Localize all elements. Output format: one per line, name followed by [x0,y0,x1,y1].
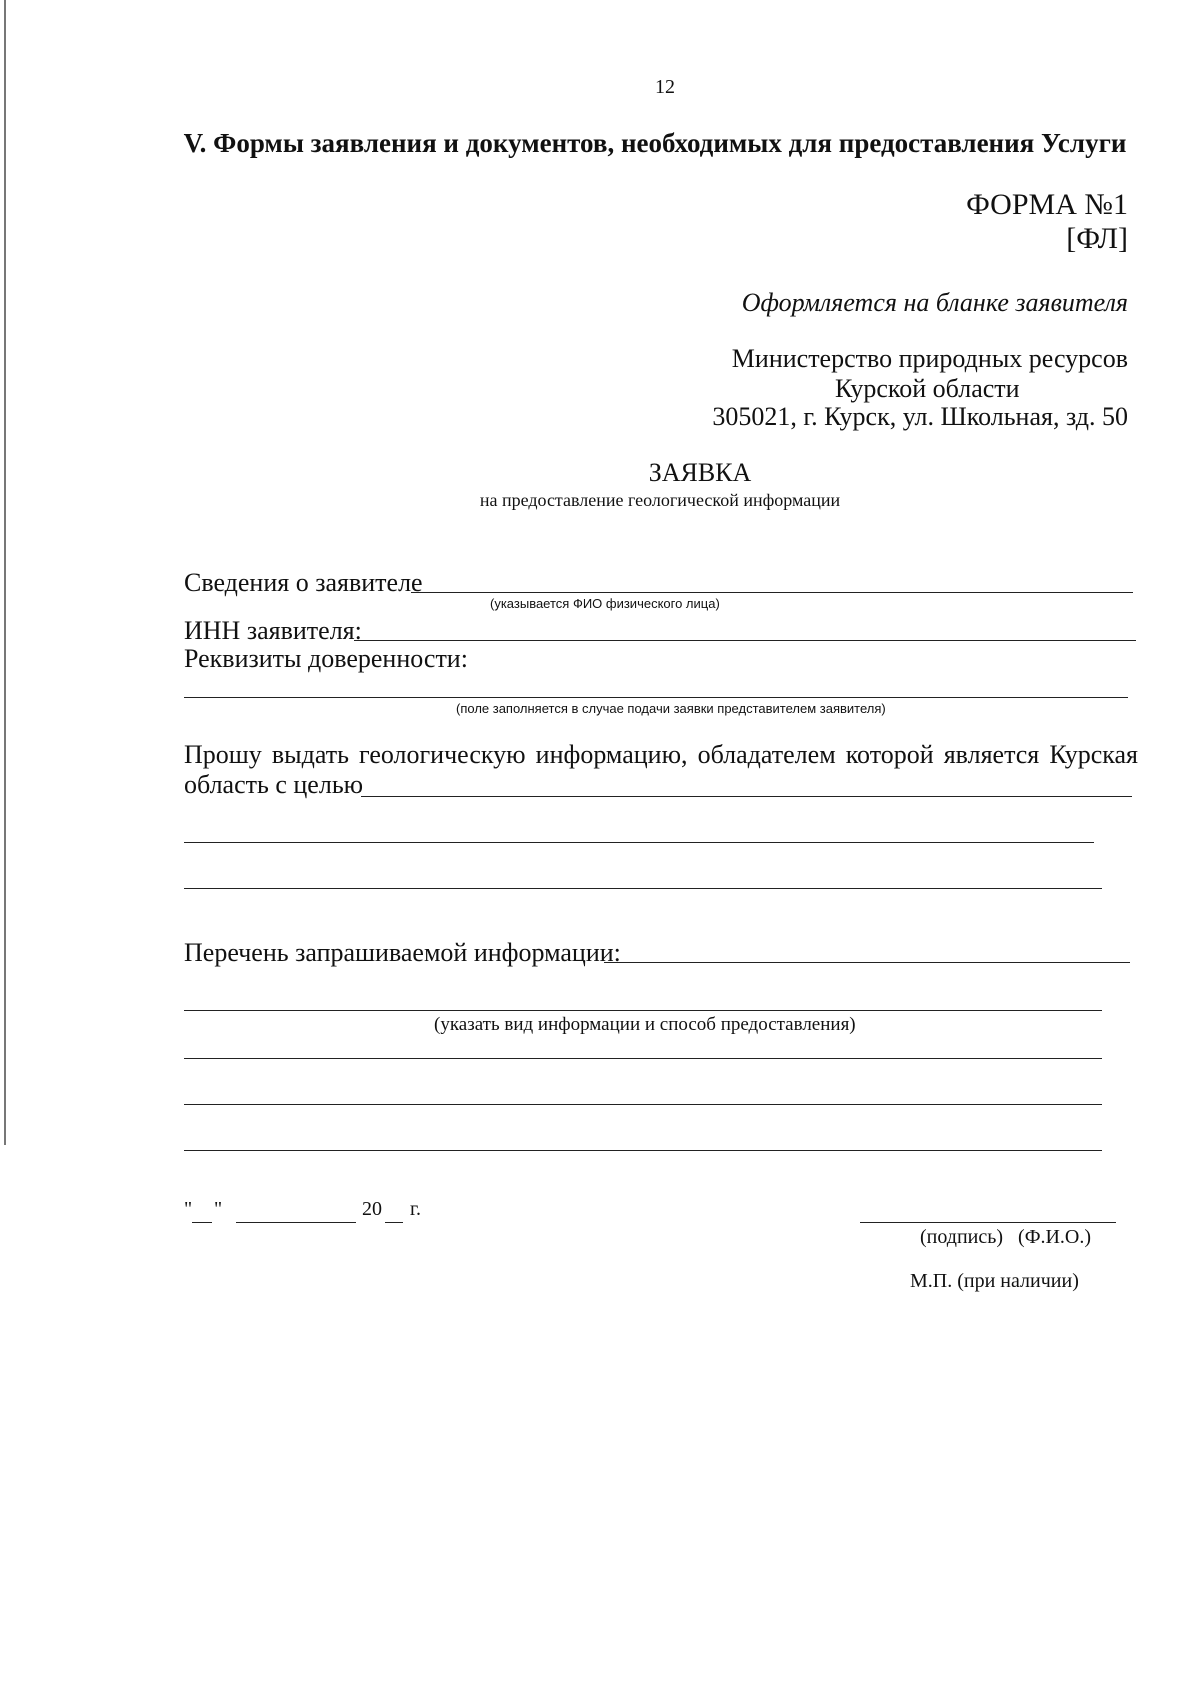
info-list-field[interactable] [604,962,1130,963]
letterhead-note: Оформляется на бланке заявителя [741,288,1128,317]
doc-title: ЗАЯВКА [648,458,752,487]
recipient-line1: Министерство природных ресурсов [731,344,1128,373]
applicant-field[interactable] [411,592,1133,593]
scan-edge-line [4,0,6,1145]
inn-field[interactable] [354,640,1136,641]
page-number: 12 [655,76,675,98]
info-line-1[interactable] [184,1010,1102,1011]
applicant-hint: (указывается ФИО физического лица) [490,596,720,611]
form-code: [ФЛ] [1066,222,1128,255]
date-year-suffix: г. [410,1198,421,1220]
date-quote-open: " [184,1198,193,1220]
inn-label: ИНН заявителя: [184,616,362,645]
info-line-2[interactable] [184,1058,1102,1059]
poa-hint: (поле заполняется в случае подачи заявки представителем заявителя) [456,701,886,716]
date-year-prefix: 20 [362,1198,382,1220]
recipient-line2: Курской области [835,374,1020,403]
section-heading: V. Формы заявления и документов, необходимых для предоставления Услуги [183,128,1127,158]
purpose-line-3[interactable] [184,888,1102,889]
recipient-line3: 305021, г. Курск, ул. Школьная, зд. 50 [712,402,1128,431]
poa-field[interactable] [184,697,1128,698]
doc-subtitle: на предоставление геологической информации [479,490,841,510]
applicant-label: Сведения о заявителе [184,568,423,597]
info-list-hint: (указать вид информации и способ предоставления) [434,1014,856,1035]
date-day-field[interactable] [192,1222,212,1223]
purpose-field[interactable] [361,796,1132,797]
date-quote-close: " [214,1198,223,1220]
signature-field[interactable] [860,1222,1116,1223]
request-line1: Прошу выдать геологическую информацию, обладателем которой является Курская [184,740,1138,769]
info-list-label: Перечень запрашиваемой информации: [184,938,621,967]
info-line-3[interactable] [184,1104,1102,1105]
date-month-field[interactable] [236,1222,356,1223]
info-line-4[interactable] [184,1150,1102,1151]
form-number: ФОРМА №1 [966,188,1128,221]
poa-label: Реквизиты доверенности: [184,644,468,673]
purpose-line-2[interactable] [184,842,1094,843]
date-year-field[interactable] [385,1222,403,1223]
signature-hint: (подпись) (Ф.И.О.) [920,1226,1092,1248]
request-line2: область с целью [184,770,364,799]
stamp-note: М.П. (при наличии) [910,1270,1079,1292]
